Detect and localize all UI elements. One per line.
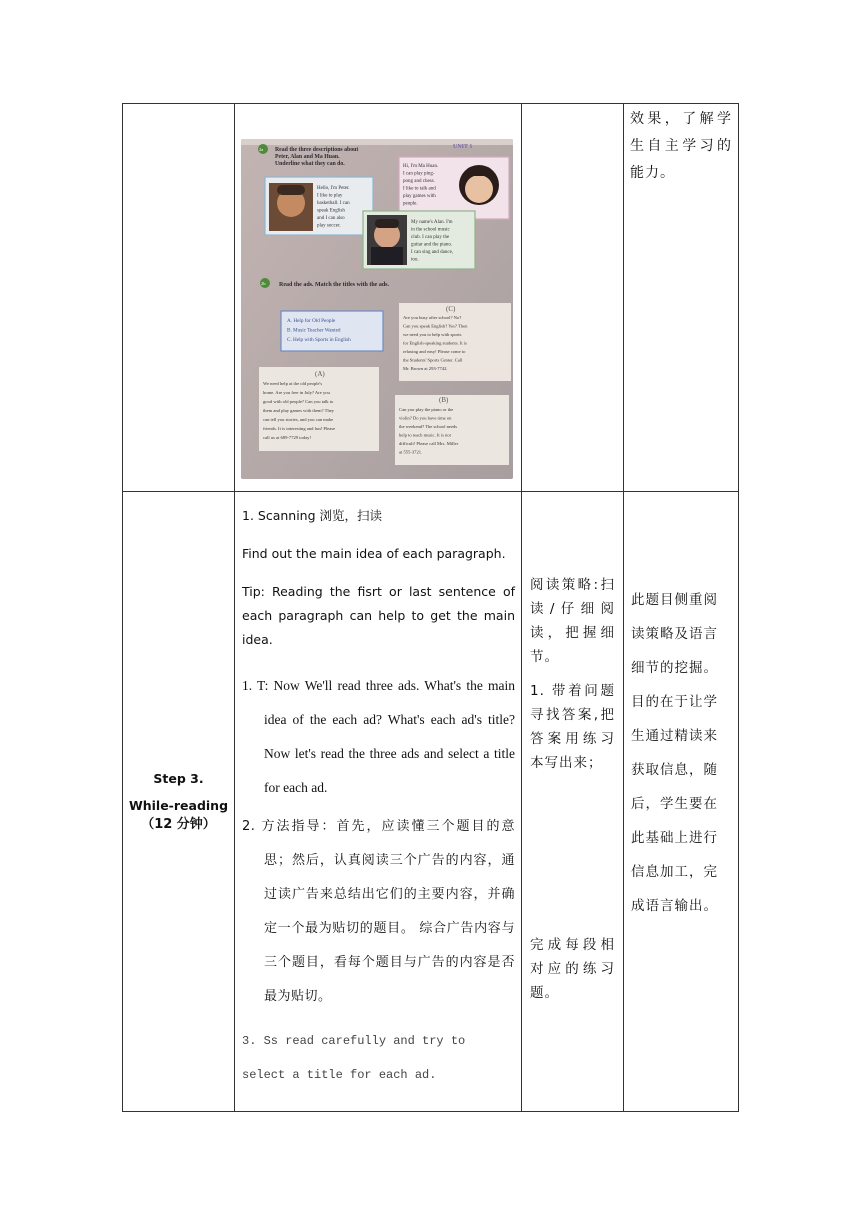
ad-b-line: help to teach music. It is not <box>399 432 451 438</box>
alan-description-line: guitar and the piano. <box>411 242 453 248</box>
mahuan-description-line: play games with <box>403 194 436 199</box>
table-row <box>123 492 739 1112</box>
ad-c-line: we need you to help with sports <box>403 332 462 337</box>
activity-item: 3. Ss read carefully and try to select a title for each ad. <box>242 1034 466 1082</box>
peter-description-line: I like to play <box>317 193 343 199</box>
ad-title-option: B. Music Teacher Wanted <box>287 327 341 334</box>
step-cell <box>123 492 235 1112</box>
ad-c-line: relaxing and easy! Please come to <box>403 349 466 354</box>
alan-description-line: in the school music <box>411 227 450 233</box>
ad-c-line: for English-speaking students. It is <box>403 340 467 346</box>
ad-b-line: the weekend? The school needs <box>399 424 458 429</box>
ad-a-mark: (A) <box>315 370 325 378</box>
mahuan-description-line: Hi, I'm Ma Huan. <box>403 164 439 169</box>
ad-title-option: A. Help for Old People <box>287 318 336 324</box>
mahuan-description-line: people. <box>403 201 418 207</box>
ad-a-line: We need help at the old people's <box>263 381 323 386</box>
exercise-2b-instruction: Read the ads. Match the titles with the ads. <box>279 282 389 288</box>
activity-item: 1. T: Now We'll read three ads. What's the main idea of the each ad? What's each ad's title? Now let's read the three ads and select a title for each ad. <box>242 678 515 795</box>
ad-a-line: can tell you stories, and you can make <box>263 417 334 422</box>
ad-c-line: Are you busy after school? No? <box>403 315 462 320</box>
alan-description-line: My name's Alan. I'm <box>411 220 453 225</box>
purpose-text: 效果，了解学生自主学习的能力。 <box>630 111 732 181</box>
exercise-2b-number: 2b <box>261 281 266 286</box>
exercise-2a-number: 2a <box>259 147 264 152</box>
ad-c-line: the Students' Sports Center. Call <box>403 357 463 363</box>
strategy-cell-empty <box>522 104 624 492</box>
ad-b-mark: (B) <box>439 396 449 404</box>
mahuan-description-line: I like to talk and <box>403 186 436 192</box>
alan-description-line: too. <box>411 257 419 263</box>
ad-b-line: at 555-3721. <box>399 449 423 455</box>
activity-cell <box>235 492 522 1112</box>
peter-description-line: play soccer. <box>317 223 341 229</box>
mahuan-description-line: I can play ping- <box>403 171 435 177</box>
strategy-cell <box>522 492 624 1112</box>
ad-a-line: home. Are you free in July? Are you <box>263 390 330 395</box>
ad-b-line: difficult! Please call Mrs. Miller <box>399 441 459 446</box>
mahuan-description-line: pong and chess. <box>403 179 435 184</box>
activity-line: 1. Scanning 浏览，扫读 <box>242 508 383 523</box>
strategy-text: 阅读策略:扫读/仔细阅读，把握细节。 <box>530 577 615 665</box>
peter-description-line: and I can also <box>317 216 345 221</box>
purpose-cell <box>624 492 739 1112</box>
ad-a-line: them and play games with them? They <box>263 408 335 413</box>
purpose-cell <box>624 104 739 492</box>
strategy-text: 1. 带着问题寻找答案,把答案用练习本写出来； <box>530 683 615 771</box>
alan-description-line: club. I can play the <box>411 235 450 240</box>
table-row <box>123 104 739 492</box>
activity-cell <box>235 104 522 492</box>
activity-item: 2. 方法指导：首先，应读懂三个题目的意思；然后，认真阅读三个广告的内容，通过读广告来总结出它们的主要内容，并确定一个最为贴切的题目。 综合广告内容与三个题目，看每个题目与广告的内容是否最为贴切。 <box>242 819 515 1004</box>
exercise-2a-instruction: Underline what they can do. <box>275 161 345 167</box>
ad-a-line: good with old people? Can you talk to <box>263 399 334 404</box>
exercise-2a-instruction: Peter, Alan and Ma Huan. <box>275 154 340 160</box>
ad-c-mark: (C) <box>446 305 456 313</box>
textbook-photo <box>241 139 513 479</box>
ad-b-card <box>395 395 509 465</box>
alan-description-line: I can sing and dance, <box>411 250 454 255</box>
peter-description-line: speak English <box>317 208 345 214</box>
ad-title-option: C. Help with Sports in English <box>287 337 351 343</box>
ad-a-line: call us at 689-7729 today! <box>263 435 311 440</box>
ad-c-line: Can you speak English? Yes? Then <box>403 323 468 329</box>
step-cell-empty <box>123 104 235 492</box>
reading-tip: Tip: Reading the fisrt or last sentence of each paragraph can help to get the main idea. <box>242 584 515 647</box>
lesson-plan-table <box>122 103 739 1112</box>
purpose-text: 此题目侧重阅读策略及语言细节的挖掘。目的在于让学生通过精读来获取信息，随后，学生要在此基础上进行信息加工，完成语言输出。 <box>631 592 718 914</box>
unit-label: UNIT 1 <box>453 144 473 150</box>
peter-description-line: basketball. I can <box>317 201 350 206</box>
ad-c-line: Mr. Brown at 293-7742. <box>403 366 448 371</box>
exercise-2a-instruction: Read the three descriptions about <box>275 147 359 153</box>
step-phase: While-reading <box>128 798 229 813</box>
textbook-page-image <box>241 139 513 479</box>
step-time: （12 分钟） <box>141 817 216 832</box>
activity-line: Find out the main idea of each paragraph. <box>242 546 506 561</box>
step-title: Step 3. <box>153 771 204 786</box>
strategy-text: 完成每段相对应的练习题。 <box>530 937 615 1001</box>
peter-description-line: Hello, I'm Peter. <box>317 186 350 191</box>
ad-a-line: friends. It is interesting and fun! Please <box>263 426 336 431</box>
ad-b-line: Can you play the piano or the <box>399 407 454 412</box>
ad-b-line: violin? Do you have time on <box>399 415 452 421</box>
